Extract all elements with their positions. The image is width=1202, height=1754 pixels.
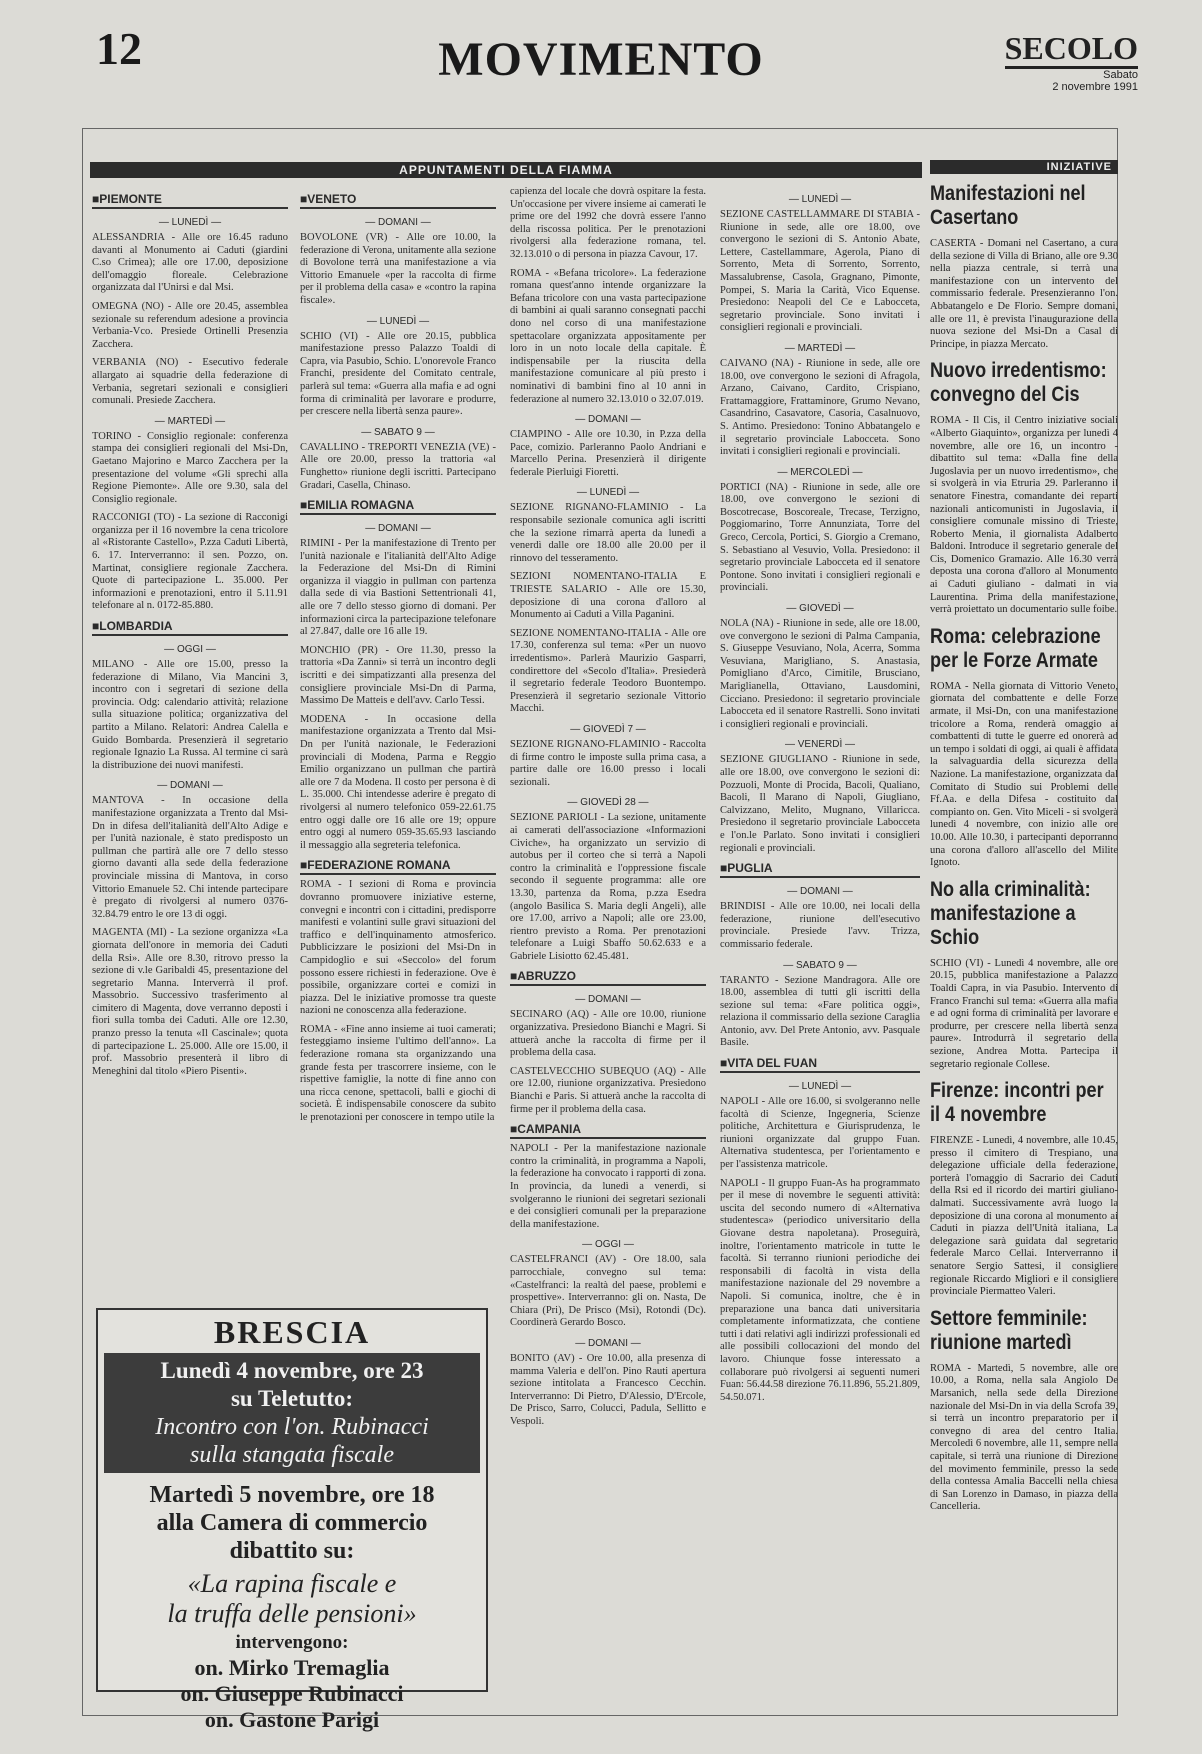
announcement: SEZIONE CASTELLAMMARE DI STABIA - Riunione in sede, alle ore 18.00, ove convergono le sezioni di S. Antonio Abate, Lettere, Castellammare, Agerola, Piano di Sorrento, Meta di Sorrento, Sorrento, Massalubrense, Casola, Gragnano, Pimonte, Pompei, S. Maria la Carità, Vico Equense. Presiedono: Neapoli del Ce e Labocceta, segretario provinciale. Sono invitati i consiglieri regionali e provinciali.: [720, 209, 920, 334]
day-heading: — DOMANI —: [300, 523, 496, 534]
article-headline: Settore femminile: riunione martedì: [930, 1306, 1088, 1354]
ad-speaker: on. Mirko Tremaglia: [194, 1655, 390, 1680]
announcement: SEZIONE RIGNANO-FLAMINIO - La responsabile sezionale comunica agli iscritti che la sezione rimarrà aperta da lunedì a venerdì dalle ore 18.00 alle 20.00 per il rinnovo del tesseramento.: [510, 502, 706, 564]
day-heading: — SABATO 9 —: [300, 427, 496, 438]
announcement: PORTICI (NA) - Riunione in sede, alle ore 18.00, ove convergono le sezioni di Boscotrecase, Boscoreale, Trecase, Terzigno, Poggiomarino, Torre Annunziata, Torre del Greco, Cercola, Portici, S. Giorgio a Cremano, S. Sebastiano al Vesuvio, Volla. Presiedono: il segretario provinciale Labocceta ed il senatore Pontone. Sono invitati i consiglieri regionali e provinciali.: [720, 481, 920, 594]
announcement: SEZIONE RIGNANO-FLAMINIO - Raccolta di firme contro le imposte sulla prima casa, a partire dalle ore 16.00 presso i locali sezionali.: [510, 738, 706, 788]
announcement: MILANO - Alle ore 15.00, presso la federazione di Milano, Via Mancini 3, incontro con i segretari di sezione della provincia. Odg: calendario attività; relazione sulla situazione politica; organizzativa del partito a Milano. Relatori: Andrea Calella e Guido Bombarda. Presenzierà il segretario regionale Ignazio La Russa. Al termine ci sarà la distribuzione dei nuovi manifesti.: [92, 659, 288, 771]
announcement: BRINDISI - Alle ore 10.00, nei locali della federazione, riunione dell'esecutivo provinciale. Presiede l'avv. Trizza, commissario federale.: [720, 901, 920, 950]
day-heading: — SABATO 9 —: [720, 960, 920, 971]
day-heading: — VENERDÌ —: [720, 739, 920, 750]
iniziative-tag: INIZIATIVE: [930, 160, 1118, 174]
brescia-advertisement: [96, 1308, 488, 1732]
column-4: [720, 186, 920, 1706]
region-heading: ■ VITA DEL FUAN: [720, 1056, 920, 1073]
day-heading: — DOMANI —: [92, 780, 288, 791]
announcement: SEZIONE PARIOLI - La sezione, unitamente ai camerati dell'associazione «Informazioni Civiche», ha organizzato un servizio di autobus per il corteo che si terrà a Napoli contro la criminalità e l'oppressione fiscale secondo il seguente programma: alle ore 13.30, partenza da Roma, p.zza Esedra (angolo Basilica S. Maria degli Angeli), alle ore 17.00, arrivo a Napoli; alle ore 23.00, rientro previsto a Roma. Per prenotazioni telefonare a Luigi Sbaffo 50.62.633 e a Gabriele Lisiotto 62.45.481.: [510, 812, 706, 962]
page-number: 12: [96, 23, 142, 74]
column-2: [300, 186, 496, 1304]
day-heading: — LUNEDÌ —: [720, 1081, 920, 1092]
ad-line: Incontro con l'on. Rubinacci: [155, 1414, 429, 1440]
announcement: CIAMPINO - Alle ore 10.30, in P.zza della Pace, comizio. Parleranno Paolo Andriani e Marcello Perina. Presenzierà il dirigente federale Pierluigi Fioretti.: [510, 429, 706, 478]
announcement: OMEGNA (NO) - Alle ore 20.45, assemblea sezionale su referendum adesione a provincia Verbania-Vco. Presiede Ortinelli Presenzia Zacchera.: [92, 300, 288, 350]
article-headline: No alla criminalità: manifestazione a Schio: [930, 877, 1091, 949]
announcement: MANTOVA - In occasione della manifestazione organizzata a Trento dal Msi-Dn in difesa dell'italianità dell'Alto Adige e per l'unità nazionale, è stato predisposto un pullman che partirà alle ore 7 dello stesso giorno davanti alla sede della federazione provinciale missina di Mantova, in corso Vittorio Emanuele 52. Chi intende partecipare è pregato di rivolgersi al numero 0376-32.84.79 entro le ore 13 di oggi.: [92, 795, 288, 920]
section-title: MOVIMENTO: [438, 33, 764, 86]
ad-line: intervengono:: [235, 1632, 349, 1653]
announcement: SEZIONE GIUGLIANO - Riunione in sede, alle ore 18.00, ove convergono le sezioni di: Pozzuoli, Monte di Procida, Bacoli, Qualiano, Bacoli, Il Marano di Napoli, Giugliano, Calvizzano, Melito, Mugnano, Villaricca. Presiedono il segretario provinciale Labocceta e l'on.le Parlato. Sono invitati i consiglieri regionali e provinciali.: [720, 754, 920, 854]
announcement: ROMA - I sezioni di Roma e provincia dovranno promuovere iniziative esterne, convegni e incontri con i cittadini, predisporre manifesti e volantini sulle gravi situazioni del traffico e dell'inquinamento atmosferico. Pubblicizzare le posizioni del Msi-Dn in Campidoglio e sui «Seccolo» del forum possono essere richiesti in federazione. Ove è possibile, organizzare cortei e comizi in piazza. Del le iniziative promosse tra queste nazioni ne conoscenza alla federazione.: [300, 879, 496, 1017]
masthead-date: 2 novembre 1991: [1052, 81, 1138, 93]
iniziative-column: [930, 160, 1118, 1708]
announcement: NOLA (NA) - Riunione in sede, alle ore 18.00, ove convergono le sezioni di Palma Campania, S. Giuseppe Vesuviano, Nola, Acerra, Somma Vesuviana, Marigliano, S. Anastasia, Pomigliano d'Arco, Cimitile, Brusciano, Mariglianella, Ottaviano, Lausdomini, Cicciano. Presiedono: il segretario provinciale Labocceta ed il senatore Rastrelli. Sono invitati i consiglieri regionali e provinciali.: [720, 618, 920, 730]
column-3: [510, 186, 706, 1706]
region-heading: ■ VENETO: [300, 192, 496, 209]
ad-highlight-box: [104, 1353, 480, 1473]
article-body: ROMA - Nella giornata di Vittorio Veneto, giornata del combattente e delle Forze armate, il Msi-Dn, con una manifestazione tricolore a Roma, renderà omaggio ai combattenti di tutte le guerre ed onorerà ad un tempo i soldati di oggi, ai quali è affidata la salvaguardia della sicurezza della Nazione. La manifestazione, organizzata dal Comitato di Studio sui Problemi delle Ff.Aa. e della Difesa - costituito dal compianto on. Gen. Vito Miceli - si svolgerà lunedì 4 novembre, con inizio alle ore 10.00. Alle 10.30, i partecipanti deporranno una corona d'alloro all'ascello del Milite Ignoto.: [930, 680, 1118, 869]
article-body: ROMA - Il Cis, il Centro iniziative sociali «Alberto Giaquinto», organizza per lunedì 4 novembre, alle ore 16, un incontro - dibattito sul tema: «Dalla fine della Jugoslavia per un nuovo irredentismo», che si svolgerà in via Etruria 29. Parleranno il senatore Finestra, comandante dei reparti nazionali anticomunisti in Jugoslavia, il consigliere comunale missino di Trieste, Roberto Menia, il giornalista Adalberto Baldoni. Introduce il segretario generale del Cis, Domenico Gramazio. Alle 16.30 verrà deposta una corona d'alloro al Monumento ai Caduti giuliano - dalmati in via Laurentina. Prima della manifestazione, verrà proiettato un documentario sulle foibe.: [930, 415, 1118, 616]
masthead-logo: SECOLO: [1005, 30, 1138, 69]
announcement: CAVALLINO - TREPORTI VENEZIA (VE) - Alle ore 20.00, presso la trattoria «al Funghetto» riunione degli iscritti. Partecipano Gradari, Casella, Chinaso.: [300, 441, 496, 491]
masthead: [1005, 30, 1138, 93]
announcement: MONCHIO (PR) - Ore 11.30, presso la trattoria «Da Zanni» si terrà un incontro degli iscritti e dei simpatizzanti alla presenza del consigliere provinciale Msi-Dn di Parma, Massimo De Matteis e dell'avv. Carlo Tessi.: [300, 644, 496, 707]
day-heading: — GIOVEDÌ —: [720, 603, 920, 614]
day-heading: — GIOVEDÌ 7 —: [510, 724, 706, 735]
day-heading: — MARTEDÌ —: [92, 416, 288, 427]
announcement: NAPOLI - Il gruppo Fuan-As ha programmato per il mese di novembre le seguenti attività: uscita del secondo numero di «Alternativa studentesca» (periodico universitario della Giovane destra napoletana). Proseguirà, inoltre, l'orientamento matricole in tutte le facoltà. Si terranno riunioni periodiche dei responsabili di facoltà in vista della manifestazione nazionale del 29 novembre a Napoli. Si comunica, inoltre, che è in preparazione una banca dati universitaria completamente informatizzata, che contiene tutti i dati relativi agli indirizzi professionali ed alle possibili collocazioni del mondo del lavoro. Chiunque fosse interessato a collaborare può rivolgersi ai seguenti numeri Fuan: 56.44.58 direzione 76.11.896, 55.21.809, 54.50.071.: [720, 1177, 920, 1403]
announcement: ROMA - «Befana tricolore». La federazione romana quest'anno intende organizzare la Befana tricolore con una vasta partecipazione di bambini ai quali saranno consegnati pacchi dono nel corso di una manifestazione spettacolare organizzata appositamente per loro in un noto locale della capitale. È indispensabile per la riuscita della manifestazione comunicare al più presto i nominativi di bambini fino al 10 anni in federazione al numero 32.13.010 o 32.07.019.: [510, 267, 706, 405]
announcement: ROMA - «Fine anno insieme ai tuoi camerati; festeggiamo insieme l'ultimo dell'anno». La federazione romana sta organizzando una grande festa per trascorrere insieme, con le rispettive famiglie, la notte di fine anno con una ricca cenone, spettacoli, balli e giochi di società. È indispensabile conoscere da subito le prenotazioni per conoscere in tempo utile la: [300, 1023, 496, 1124]
article-headline: Manifestazioni nel Casertano: [930, 182, 1086, 229]
announcement: NAPOLI - Alle ore 16.00, si svolgeranno nelle facoltà di Scienze, Ingegneria, Scienze politiche, Architettura e Giurisprudenza, le riunioni organizzate dal gruppo Fuan. Alternativa studentesca, per l'orientamento e per l'assistenza matricole.: [720, 1096, 920, 1171]
ad-speaker: on. Gastone Parigi: [204, 1707, 380, 1732]
ad-line: dibattito su:: [229, 1538, 355, 1564]
announcement: NAPOLI - Per la manifestazione nazionale contro la criminalità, in programma a Napoli, la federazione ha convocato i rapporti di zona. In provincia, da lunedì a venerdì, si svolgeranno le riunioni dei segretari sezionali e dei consiglieri comunali per la preparazione della manifestazione.: [510, 1143, 706, 1230]
day-heading: — OGGI —: [510, 1239, 706, 1250]
region-heading: ■ EMILIA ROMAGNA: [300, 498, 496, 515]
day-heading: — LUNEDÌ —: [510, 487, 706, 498]
announcement: RACCONIGI (TO) - La sezione di Racconigi organizza per il 16 novembre la cena tricolore al «Ristorante Castello», P.zza Caduti Libertà, 6. 17. Interverranno: il sen. Pozzo, on. Martinat, consigliere regionale Zacchera. Quote di partecipazione L. 35.000. Per informazioni e prenotazioni, entro il 5.11.91 telefonare al n. 0172-85.880.: [92, 512, 288, 612]
announcement: SCHIO (VI) - Alle ore 20.15, pubblica manifestazione presso Palazzo Toaldi di Capra, via Pasubio, Schio. L'onorevole Franco Franchi, presidente del Comitato centrale, parlerà sul tema: «Guerra alla mafia e ad ogni forma di criminalità per lavorare e produrre, per crescere nella libertà senza paure».: [300, 330, 496, 418]
announcement: SEZIONE NOMENTANO-ITALIA - Alle ore 17.30, conferenza sul tema: «Per un nuovo irredentismo». Parlerà Maurizio Gasparri, condirettore del «Secolo d'Italia». Presiederà il segretario federale Teodoro Buontempo. Presenzierà il segretario sezionale Vittorio Macchi.: [510, 627, 706, 715]
article-headline: Nuovo irredentismo: convegno del Cis: [930, 359, 1107, 407]
announcement: BONITO (AV) - Ore 10.00, alla presenza di mamma Valeria e dell'on. Pino Rauti apertura sezione intitolata a Francesco Cecchin. Interverranno: Di Pietro, D'Alessio, D'Ercole, De Prisco, Sarro, Colucci, Padula, Sellitto e Vespoli.: [510, 1352, 706, 1427]
day-heading: — MARTEDÌ —: [720, 343, 920, 354]
ad-line: la truffa delle pensioni»: [167, 1599, 417, 1628]
ad-line: alla Camera di commercio: [156, 1510, 428, 1536]
region-heading: ■ FEDERAZIONE ROMANA: [300, 858, 496, 875]
ad-speaker: on. Giuseppe Rubinacci: [180, 1681, 404, 1706]
region-heading: ■ CAMPANIA: [510, 1122, 706, 1139]
day-heading: — DOMANI —: [510, 414, 706, 425]
announcement: CASTELVECCHIO SUBEQUO (AQ) - Alle ore 12.00, riunione organizzativa. Presiedono Bianchi e Paris. Si attuerà anche la raccolta di firme per il problema della casa.: [510, 1065, 706, 1115]
section-banner: APPUNTAMENTI DELLA FIAMMA: [90, 162, 922, 178]
day-heading: — DOMANI —: [720, 886, 920, 897]
article-body: CASERTA - Domani nel Casertano, a cura della sezione di Villa di Briano, alle ore 9.30 nella piazza centrale, si terrà una manifestazione con un intervento del commissario federale. Presenzieranno l'on. Abbatangelo e De Florio. Sempre domani, alle ore 11, è prevista l'inaugurazione della nuova sezione del Msi-Dn a Casal di Principe, in piazza Mercato.: [930, 238, 1118, 350]
day-heading: — GIOVEDÌ 28 —: [510, 797, 706, 808]
day-heading: — LUNEDÌ —: [92, 217, 288, 228]
announcement: TORINO - Consiglio regionale: conferenza stampa dei consiglieri regionali del Msi-Dn, Gaetano Majorino e Marco Zacchera per la presentazione del volume «Gli sprechi alla Regione Piemonte». Alle ore 9.30, sala del Consiglio regionale.: [92, 430, 288, 505]
ad-line: Lunedì 4 novembre, ore 23: [160, 1358, 424, 1383]
announcement: SEZIONI NOMENTANO-ITALIA E TRIESTE SALARIO - Alle ore 15.30, deposizione di una corona d'alloro al Monumento ai Caduti a Villa Paganini.: [510, 571, 706, 621]
day-heading: — LUNEDÌ —: [720, 194, 920, 205]
ad-line: sulla stangata fiscale: [190, 1442, 394, 1468]
ad-line: su Teletutto:: [230, 1386, 354, 1411]
announcement: ALESSANDRIA - Alle ore 16.45 raduno davanti al Monumento ai Caduti (giardini C.so Crimea); alle ore 17.00, deposizione dell'omaggio floreale. Celebrazione organizzata dal l'Unirsi e dal Msi.: [92, 232, 288, 294]
day-heading: — OGGI —: [92, 644, 288, 655]
announcement: MODENA - In occasione della manifestazione organizzata a Trento dal Msi-Dn per l'unità nazionale, le Federazioni provinciali di Modena, Parma e Reggio Emilio organizzano un pullman che partirà alle ore 7 da Modena. Il costo per persona è di L. 35.000. Chi intendesse aderire è pregato di rivolgersi al numero telefonico 059-22.61.75 entro oggi dalle ore 16 alle ore 19; oppure entro oggi al numero 059-35.65.93 lasciando il messaggio alla segreteria telefonica.: [300, 713, 496, 851]
announcement: VERBANIA (NO) - Esecutivo federale allargato ai squadrie della federazione di Verbania, segretari sezionali e consiglieri comunali. Presiede Zacchera.: [92, 357, 288, 407]
announcement: BOVOLONE (VR) - Alle ore 10.00, la federazione di Verona, unitamente alla sezione di Bovolone terrà una manifestazione a via Vittorio Emanuele «per la raccolta di firme per il problema della casa» e «contro la rapina fiscale».: [300, 232, 496, 306]
article-headline: Roma: celebrazione per le Forze Armate: [930, 624, 1101, 672]
region-heading: ■ PUGLIA: [720, 861, 920, 878]
announcement: RIMINI - Per la manifestazione di Trento per l'unità nazionale e l'italianità dell'Alto Adige la Federazione del Msi-Dn di Rimini organizza il viaggio in pullman con partenza dalla sede di via Bastioni Settentrionali 41, alle ore 7 dello stesso giorno di domani. Per informazioni circa la partecipazione telefonare al 27.847, dalle ore 16 alle 19.: [300, 538, 496, 638]
announcement: TARANTO - Sezione Mandragora. Alle ore 18.00, assemblea di tutti gli iscritti della sezione sul tema: «Fare politica oggi», relaziona il commissario della sezione Caraglia Antonio, avv. Del Prete Antonio, avv. Pasquale Basile.: [720, 974, 920, 1049]
announcement: CAIVANO (NA) - Riunione in sede, alle ore 18.00, ove convergono le sezioni di Afragola, Arzano, Caivano, Cardito, Crispiano, Frattamaggiore, Frattaminore, Grumo Nevano, Casandrino, Casavatore, Casoria, Casalnuovo, S. Antimo. Presiedono: Tonino Abbatangelo e il segretario provinciale Labocceta. Sono invitati i consiglieri regionali e provinciali.: [720, 357, 920, 458]
region-heading: ■ ABRUZZO: [510, 969, 706, 986]
article-body: SCHIO (VI) - Lunedì 4 novembre, alle ore 20.15, pubblica manifestazione a Palazzo Toaldi Capra, in via Pasubio. Intervento di Franco Franchi sul tema: «Guerra alla mafia e ad ogni forma di criminalità per lavorare e produrre, per crescere nella libertà senza paure». Introdurrà il segretario della sezione, Andrea Motta. Partecipa il segretario regionale Collese.: [930, 957, 1118, 1070]
article-body: ROMA - Martedì, 5 novembre, alle ore 10.00, a Roma, nella sala Angiolo De Marsanich, nella sede della Direzione nazionale del Msi-Dn in via della Scrofa 39, si terrà un incontro preparatorio per il convegno di area del centro Italia. Mercoledì 6 novembre, alle 11, sempre nella capitale, si terrà una riunione di Direzione del movimento femminile, presso la sede della contessa Amalia Baccelli nella chiesa di San Lorenzo in Damaso, in piazza della Cancelleria.: [930, 1362, 1118, 1513]
ad-city: BRESCIA: [213, 1314, 371, 1350]
masthead-day: Sabato: [1103, 69, 1138, 81]
region-heading: ■ PIEMONTE: [92, 192, 288, 209]
day-heading: — DOMANI —: [300, 217, 496, 228]
day-heading: — DOMANI —: [510, 1338, 706, 1349]
ad-line: «La rapina fiscale e: [187, 1569, 397, 1598]
announcement: MAGENTA (MI) - La sezione organizza «La giornata dell'onore in memoria dei Caduti della Rsi». Alle ore 8.30, ritrovo presso la sezione di v.le Garibaldi 45, presentazione del segretario Manna. Interverrà il prof. Massobrio. Successivo trasferimento al cimitero di Magenta, dove verranno deposti i fiori sulla tomba dei Caduti. Alle ore 12.30, pranzo presso la tenuta «Il Cascinale»; quota di partecipazione L. 25.000. Alle ore 15.00, il prof. Massobrio presenterà il libro di Meneghini dal titolo «Piero Pisenti».: [92, 927, 288, 1077]
column-1: [92, 186, 288, 1304]
day-heading: — DOMANI —: [510, 994, 706, 1005]
region-heading: ■ LOMBARDIA: [92, 619, 288, 636]
day-heading: — LUNEDÌ —: [300, 316, 496, 327]
article-headline: Firenze: incontri per il 4 novembre: [930, 1079, 1104, 1127]
announcement: capienza del locale che dovrà ospitare la festa. Un'occasione per vivere insieme ai camerati le prime ore del 1992 che dovrà essere l'anno della riscossa politica. Per le prenotazioni rivolgersi alla federazione romana, tel. 32.13.010 o di persona in piazza Cavour, 17.: [510, 186, 706, 260]
announcement: SECINARO (AQ) - Alle ore 10.00, riunione organizzativa. Presiedono Bianchi e Magri. Si attuerà anche la raccolta di firme per il problema della casa.: [510, 1009, 706, 1059]
announcement: CASTELFRANCI (AV) - Ore 18.00, sala parrocchiale, convegno sul tema: «Castelfranci: la realtà del paese, problemi e prospettive». Interverranno: gli on. Nasta, De Chiara (Pri), De Prisco (Msi), Rotondi (Dc). Coordinerà Gerardo Bosco.: [510, 1254, 706, 1329]
day-heading: — MERCOLEDÌ —: [720, 467, 920, 478]
article-body: FIRENZE - Lunedì, 4 novembre, alle 10.45, presso il cimitero di Trespiano, una delegazione ufficiale della federazione, porterà l'omaggio di Sacrario dei Caduti della Rsi ed il ricordo dei martiri giuliano-dalmati. Successivamente avrà luogo la deposizione di una corona al monumento ai Caduti in piazza dell'Unità italiana, La delegazione sarà guidata dal segretario federale Marco Cellai. Interverranno il senatore Sergio Sattesi, il consigliere regionale Riccardo Migliori e il consigliere provinciale Piermatteo Valeri.: [930, 1135, 1118, 1298]
ad-line: Martedì 5 novembre, ore 18: [149, 1482, 435, 1508]
